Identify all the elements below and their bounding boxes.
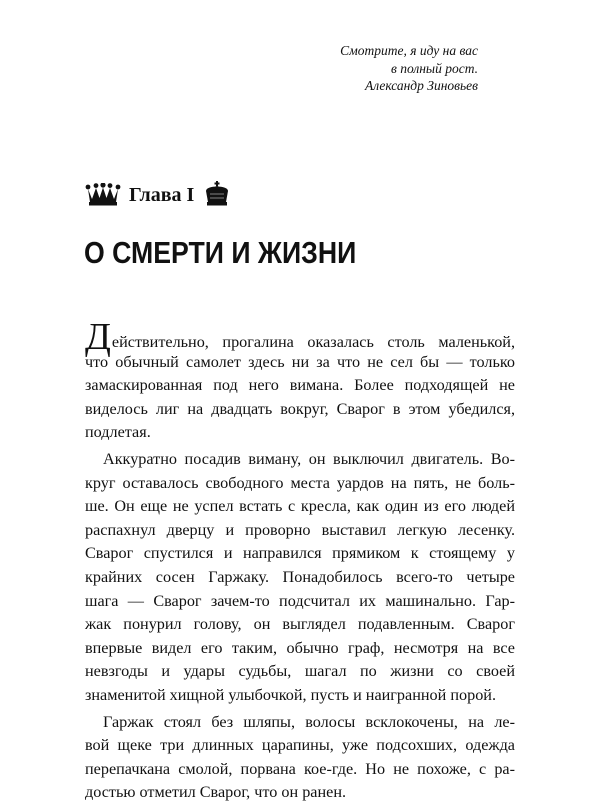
text-line: вой щеке три длинных царапины, уже подсохших, одежда: [85, 736, 515, 755]
chapter-heading: [85, 180, 232, 210]
epigraph-line: в полный рост.: [390, 60, 478, 76]
text-line: шага — Сварог зачем-то подсчитал их машинально. Гар-: [85, 591, 515, 610]
chapter-label: Глава I: [129, 183, 195, 206]
text-line: невзгоды и удары судьбы, шагал по жизни со своей: [85, 662, 515, 681]
text-line: крайних сосен Гаржаку. Понадобилось всего-то четыре: [85, 567, 515, 586]
text-line: что обычный самолет здесь ни за что не сел бы — только: [85, 352, 515, 371]
page-title: О СМЕРТИ И ЖИЗНИ: [84, 235, 357, 270]
text-line: круг оставалось свободного места уардов на пять, не боль-: [85, 473, 515, 492]
text-line: замаскированная под него вимана. Более подходящей не: [85, 376, 515, 395]
body-text: [85, 316, 515, 805]
text-line: [85, 316, 515, 358]
text-line: ше. Он еще не успел встать с кресла, как один из его людей: [85, 497, 515, 516]
epigraph-author: Александр Зиновьев: [364, 78, 478, 93]
text-line: впервые видел его таким, обычно граф, несмотря на все: [85, 638, 515, 657]
text-line: подлетая.: [85, 423, 151, 442]
text-line: виделось лиг на двадцать вокруг, Сварог в этом убедился,: [85, 399, 515, 418]
text-line-content: ействительно, прогалина оказалась столь маленькой,: [111, 333, 515, 351]
text-line: распахнул дверцу и проворно выставил легкую лесенку.: [85, 520, 515, 539]
text-line: достью отметил Сварог, что он ранен.: [85, 783, 347, 802]
crown-icon: [202, 180, 232, 210]
text-line: знаменитой хищной улыбочкой, пусть и наигранной порой.: [85, 685, 496, 704]
crown-icon: [85, 183, 121, 207]
text-line: жак понурил голову, он выглядел подавленным. Сварог: [85, 615, 515, 634]
drop-cap: Д: [85, 316, 111, 358]
epigraph-line: Смотрите, я иду на вас: [340, 43, 478, 58]
text-line: Аккуратно посадив виману, он выключил двигатель. Во-: [103, 449, 515, 468]
text-line: Гаржак стоял без шляпы, волосы всклокочены, на ле-: [103, 712, 515, 731]
text-line: перепачкана смолой, порвана кое-где. Но не похоже, с ра-: [85, 759, 515, 778]
text-line: Сварог спустился и направился прямиком к стоящему у: [85, 544, 515, 563]
epigraph: [300, 42, 478, 95]
